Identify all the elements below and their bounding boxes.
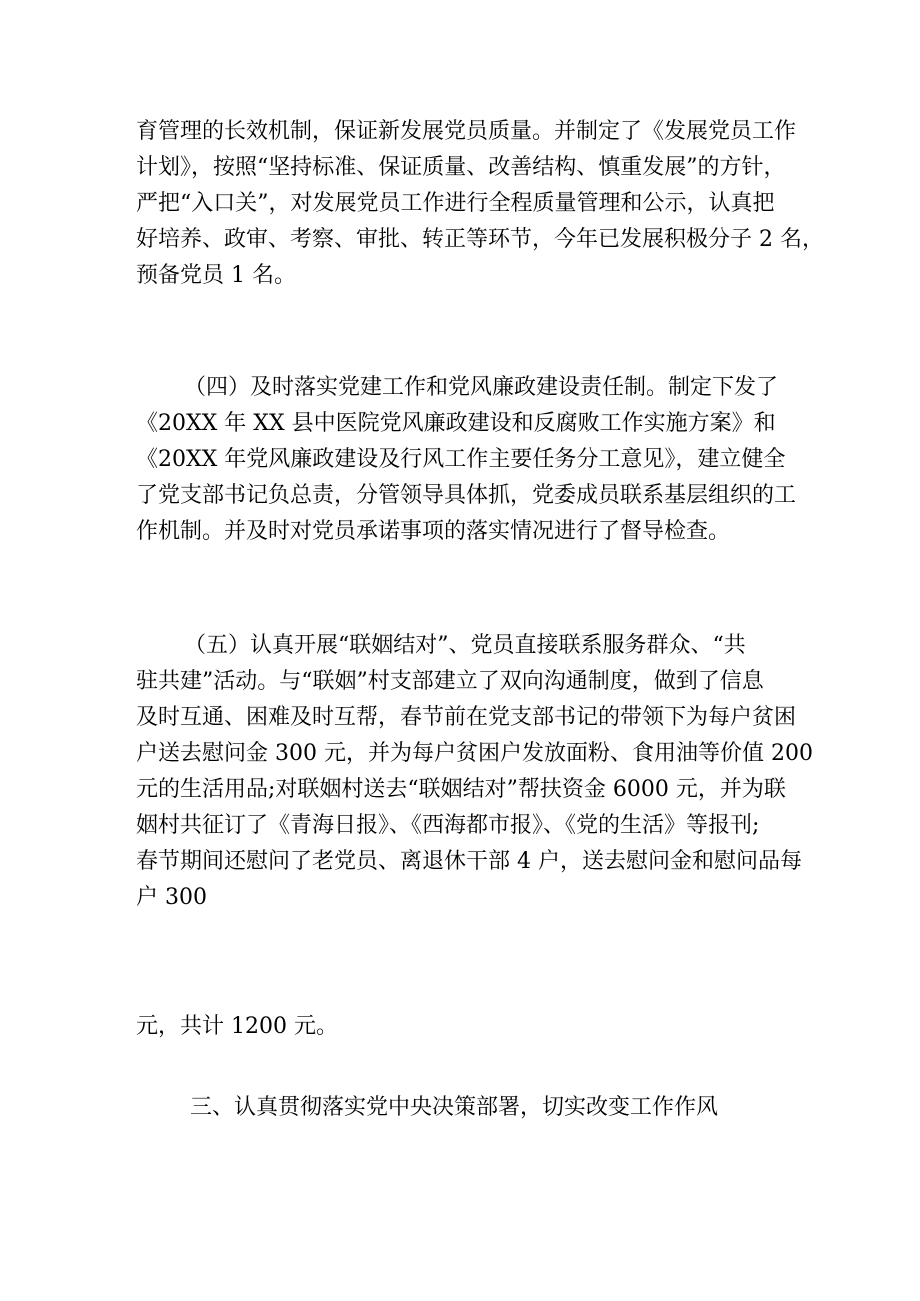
text-line: 好培养、政审、考察、审批、转正等环节，今年已发展积极分子 2 名， — [136, 227, 824, 252]
text-line: 驻共建”活动。与“联姻”村支部建立了双向沟通制度，做到了信息 — [136, 669, 764, 694]
heading-text: 三、认真贯彻落实党中央决策部署，切实改变工作作风 — [190, 1095, 719, 1120]
paragraph-section-five — [136, 628, 813, 916]
text-line: 育管理的长效机制，保证新发展党员质量。并制定了《发展党员工作 — [136, 119, 797, 144]
text-line: 户送去慰问金 300 元，并为每户贫困户发放面粉、食用油等价值 200 — [136, 741, 813, 766]
text-line: 姻村共征订了《青海日报》、《西海都市报》、《党的生活》等报刊; — [136, 813, 760, 838]
section-heading-three — [136, 1090, 718, 1126]
text-line: 元，共计 1200 元。 — [136, 1014, 338, 1039]
text-line: 《20XX 年 XX 县中医院党风廉政建设和反腐败工作实施方案》和 — [136, 411, 776, 436]
text-line: 了党支部书记负总责，分管领导具体抓，党委成员联系基层组织的工 — [136, 483, 797, 508]
text-line: 《20XX 年党风廉政建设及行风工作主要任务分工意见》，建立健全 — [136, 447, 786, 472]
text-line: 户 300 — [136, 885, 207, 910]
text-line: 及时互通、困难及时互帮，春节前在党支部书记的带领下为每户贫困 — [136, 705, 797, 730]
text-line: （五）认真开展“联姻结对”、党员直接联系服务群众、“共 — [184, 633, 746, 658]
paragraph-section-four — [136, 370, 796, 550]
text-line: 严把“入口关”，对发展党员工作进行全程质量管理和公示，认真把 — [136, 191, 775, 216]
text-line: 作机制。并及时对党员承诺事项的落实情况进行了督导检查。 — [136, 519, 731, 544]
paragraph-total — [136, 1009, 338, 1045]
text-line: （四）及时落实党建工作和党风廉政建设责任制。制定下发了 — [184, 375, 779, 400]
text-line: 预备党员 1 名。 — [136, 263, 296, 288]
paragraph-party-member-development — [136, 114, 824, 294]
text-line: 春节期间还慰问了老党员、离退休干部 4 户，送去慰问金和慰问品每 — [136, 849, 802, 874]
text-line: 计划》，按照“坚持标准、保证质量、改善结构、慎重发展”的方针， — [136, 155, 786, 180]
text-line: 元的生活用品;对联姻村送去“联姻结对”帮扶资金 6000 元，并为联 — [136, 777, 786, 802]
